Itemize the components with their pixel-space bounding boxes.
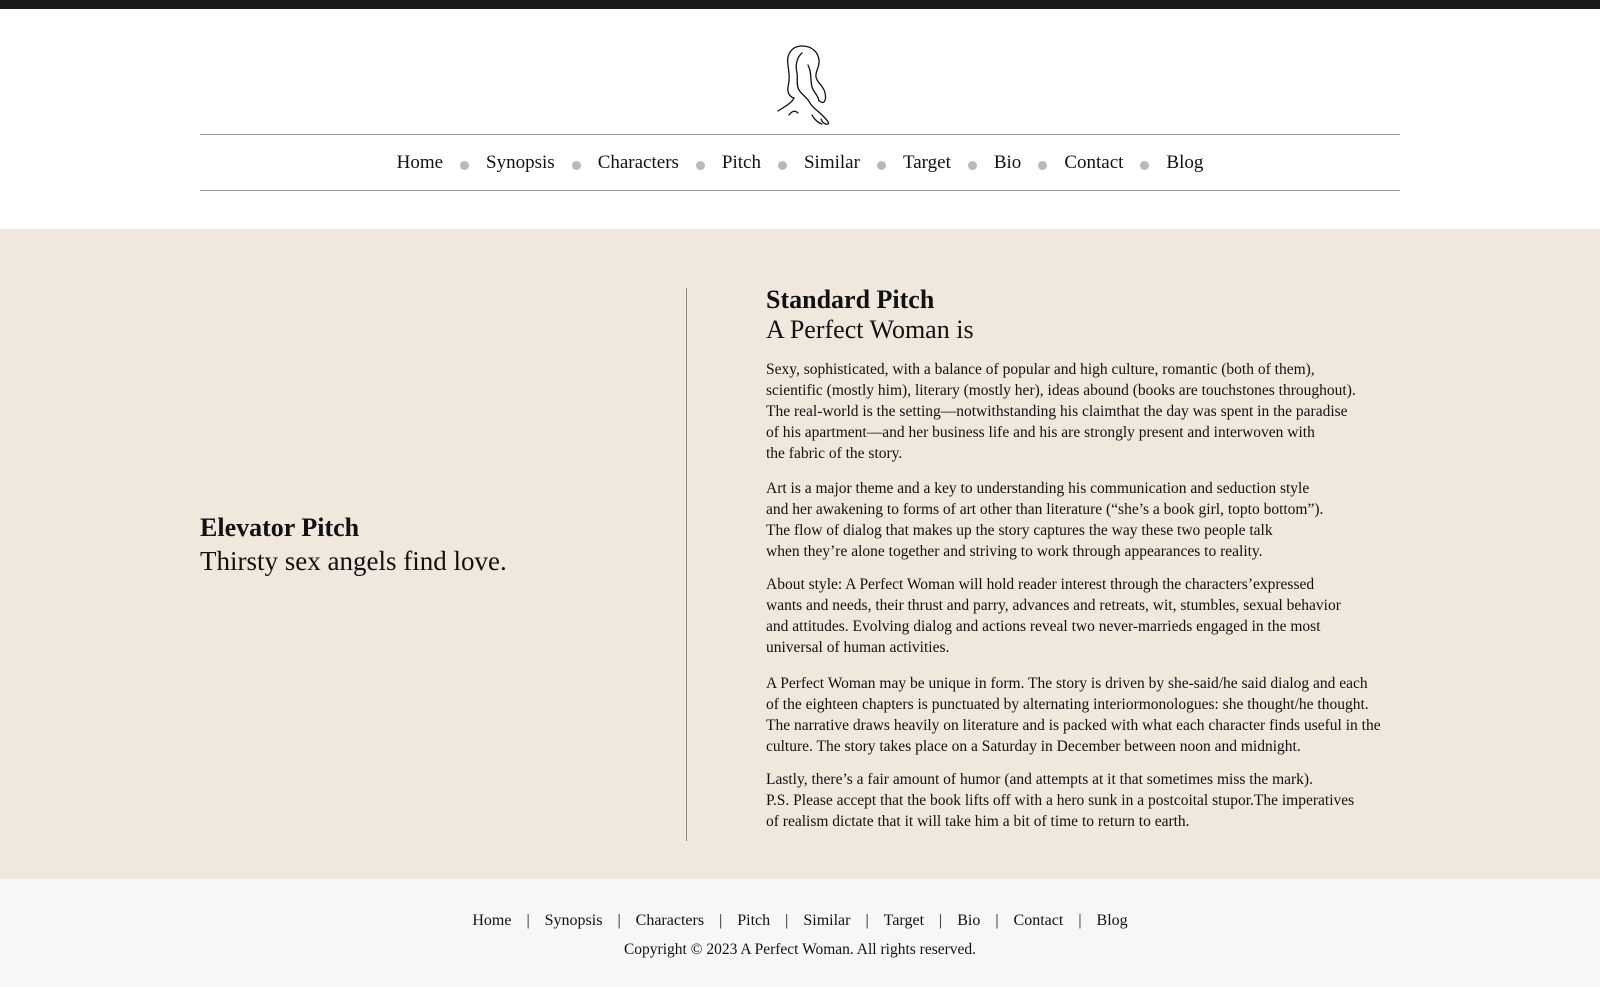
pitch-line: Lastly, there’s a fair amount of humor (and attempts at it that sometimes miss the mark). [766,771,1313,788]
footer-link-characters[interactable]: Characters [635,912,705,929]
footer-nav [0,912,1600,930]
pitch-line: of the eighteen chapters is punctuated by alternating interiormonologues: she thought/he thought. [766,696,1369,713]
nav-target[interactable]: Target [902,152,951,173]
nav-bio[interactable]: Bio [993,152,1022,173]
copyright-text: Copyright © 2023 A Perfect Woman. All rights reserved. [623,941,977,958]
nav-similar[interactable]: Similar [803,152,860,173]
top-bar [0,0,1600,9]
footer-link-bio[interactable]: Bio [957,912,981,929]
column-divider [686,288,687,841]
pitch-line: and attitudes. Evolving dialog and actions reveal two never-marrieds engaged in the most [766,618,1321,635]
pitch-line: of his apartment—and her business life and his are strongly present and interwoven with [766,424,1315,441]
pitch-line: wants and needs, their thrust and parry, advances and retreats, wit, stumbles, sexual behavior [766,597,1341,614]
pitch-line: The flow of dialog that makes up the story captures the way these two people talk [766,522,1273,539]
footer-separator: | [617,912,621,929]
pitch-line: and her awakening to forms of art other than literature (“she’s a book girl, topto bottom”). [766,501,1324,518]
dot-icon [572,161,581,170]
footer-link-target[interactable]: Target [883,912,925,929]
elevator-pitch-title: Elevator Pitch [200,513,360,542]
pitch-line: culture. The story takes place on a Saturday in December between noon and midnight. [766,738,1301,755]
woman-logo-icon[interactable] [772,43,838,125]
pitch-line: Sexy, sophisticated, with a balance of popular and high culture, romantic (both of them), [766,361,1315,378]
pitch-line: A Perfect Woman may be unique in form. The story is driven by she-said/he said dialog and each [766,675,1368,692]
pitch-line: universal of human activities. [766,639,950,656]
nav-contact[interactable]: Contact [1064,152,1124,173]
footer-separator: | [865,912,869,929]
pitch-paragraph [766,359,1406,464]
footer-separator: | [719,912,723,929]
standard-pitch [766,285,1406,832]
nav-synopsis[interactable]: Synopsis [486,152,555,173]
elevator-pitch [200,512,660,578]
site-header [0,9,1600,229]
pitch-line: Art is a major theme and a key to understanding his communication and seduction style [766,480,1310,497]
nav-blog[interactable]: Blog [1166,152,1204,173]
nav-characters[interactable]: Characters [597,152,679,173]
nav-pitch[interactable]: Pitch [721,152,761,173]
footer-separator: | [939,912,943,929]
pitch-paragraph [766,673,1406,757]
footer-link-home[interactable]: Home [472,912,512,929]
footer-link-contact[interactable]: Contact [1013,912,1064,929]
footer-link-pitch[interactable]: Pitch [737,912,771,929]
nav-bottom-rule [200,190,1400,191]
pitch-line: P.S. Please accept that the book lifts off with a hero sunk in a postcoital stupor.The imperatives [766,792,1355,809]
pitch-line: the fabric of the story. [766,445,903,462]
main-nav [200,136,1400,190]
footer-link-similar[interactable]: Similar [803,912,851,929]
pitch-section [0,229,1600,879]
standard-pitch-subtitle: A Perfect Woman is [766,315,974,344]
dot-icon [696,161,705,170]
footer-separator: | [785,912,789,929]
footer-separator: | [995,912,999,929]
footer-separator: | [526,912,530,929]
pitch-line: when they’re alone together and striving to work through appearances to reality. [766,543,1263,560]
dot-icon [1038,161,1047,170]
pitch-line: The real-world is the setting—notwithstanding his claimthat the day was spent in the paradise [766,403,1348,420]
dot-icon [1140,161,1149,170]
dot-icon [968,161,977,170]
standard-pitch-title: Standard Pitch [766,285,935,314]
pitch-line: of realism dictate that it will take him a bit of time to return to earth. [766,813,1190,830]
site-footer [0,879,1600,987]
dot-icon [460,161,469,170]
footer-separator: | [1078,912,1082,929]
footer-link-synopsis[interactable]: Synopsis [544,912,603,929]
dot-icon [877,161,886,170]
footer-link-blog[interactable]: Blog [1096,912,1128,929]
dot-icon [778,161,787,170]
pitch-line: scientific (mostly him), literary (mostly her), ideas abound (books are touchstones throughout). [766,382,1356,399]
pitch-paragraph [766,769,1406,832]
nav-top-rule [200,134,1400,135]
pitch-line: The narrative draws heavily on literature and is packed with what each character finds useful in the [766,717,1381,734]
pitch-line: About style: A Perfect Woman will hold reader interest through the characters’expressed [766,576,1315,593]
pitch-paragraph [766,478,1406,562]
elevator-pitch-text: Thirsty sex angels find love. [200,546,507,576]
pitch-paragraph [766,574,1406,658]
nav-home[interactable]: Home [396,152,444,173]
